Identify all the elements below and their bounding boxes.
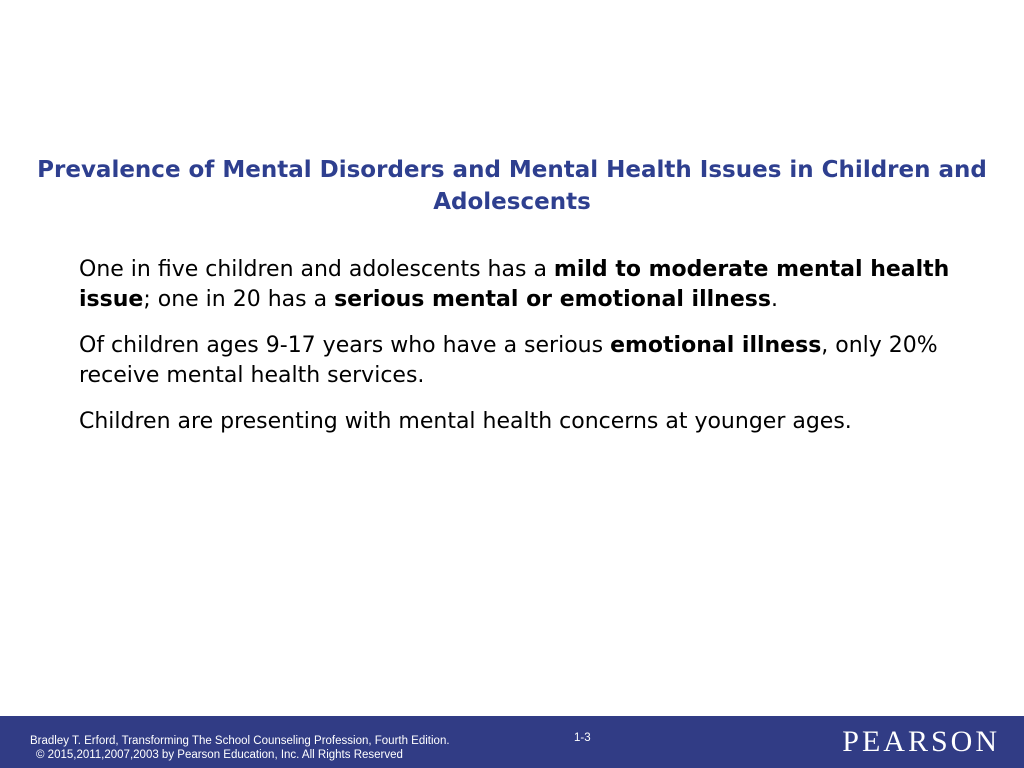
paragraph-text: , only 20% receive mental health services.: [79, 333, 938, 388]
paragraph-text: ; one in 20 has a: [143, 287, 335, 312]
paragraph-prevalence: [79, 255, 1004, 315]
paragraph-text: One in five children and adolescents has a: [79, 257, 554, 282]
citation-line-2: © 2015,2011,2007,2003 by Pearson Education, Inc. All Rights Reserved: [36, 749, 403, 761]
paragraph-text: Of children ages 9-17 years who have a serious: [79, 333, 611, 358]
paragraph-bold-text: serious mental or emotional illness: [334, 287, 771, 312]
paragraph-bold-text: emotional illness: [610, 333, 822, 358]
page-number: 1-3: [574, 732, 591, 744]
footer-citation: [30, 734, 450, 762]
paragraph-younger-ages: [79, 407, 1004, 437]
pearson-logo: PEARSON: [842, 725, 1000, 758]
slide-title: Prevalence of Mental Disorders and Mental Health Issues in Children and Adolescents: [37, 157, 987, 215]
paragraph-bold-text: mild to moderate mental health issue: [79, 257, 950, 312]
paragraph-text: Children are presenting with mental health concerns at younger ages.: [79, 409, 852, 434]
paragraph-services: [79, 331, 1004, 391]
paragraph-text: .: [770, 287, 778, 312]
citation-line-1: Bradley T. Erford, Transforming The School Counseling Profession, Fourth Edition.: [30, 735, 450, 747]
footer-bar: [0, 716, 1024, 768]
slide-body: [79, 255, 1004, 453]
